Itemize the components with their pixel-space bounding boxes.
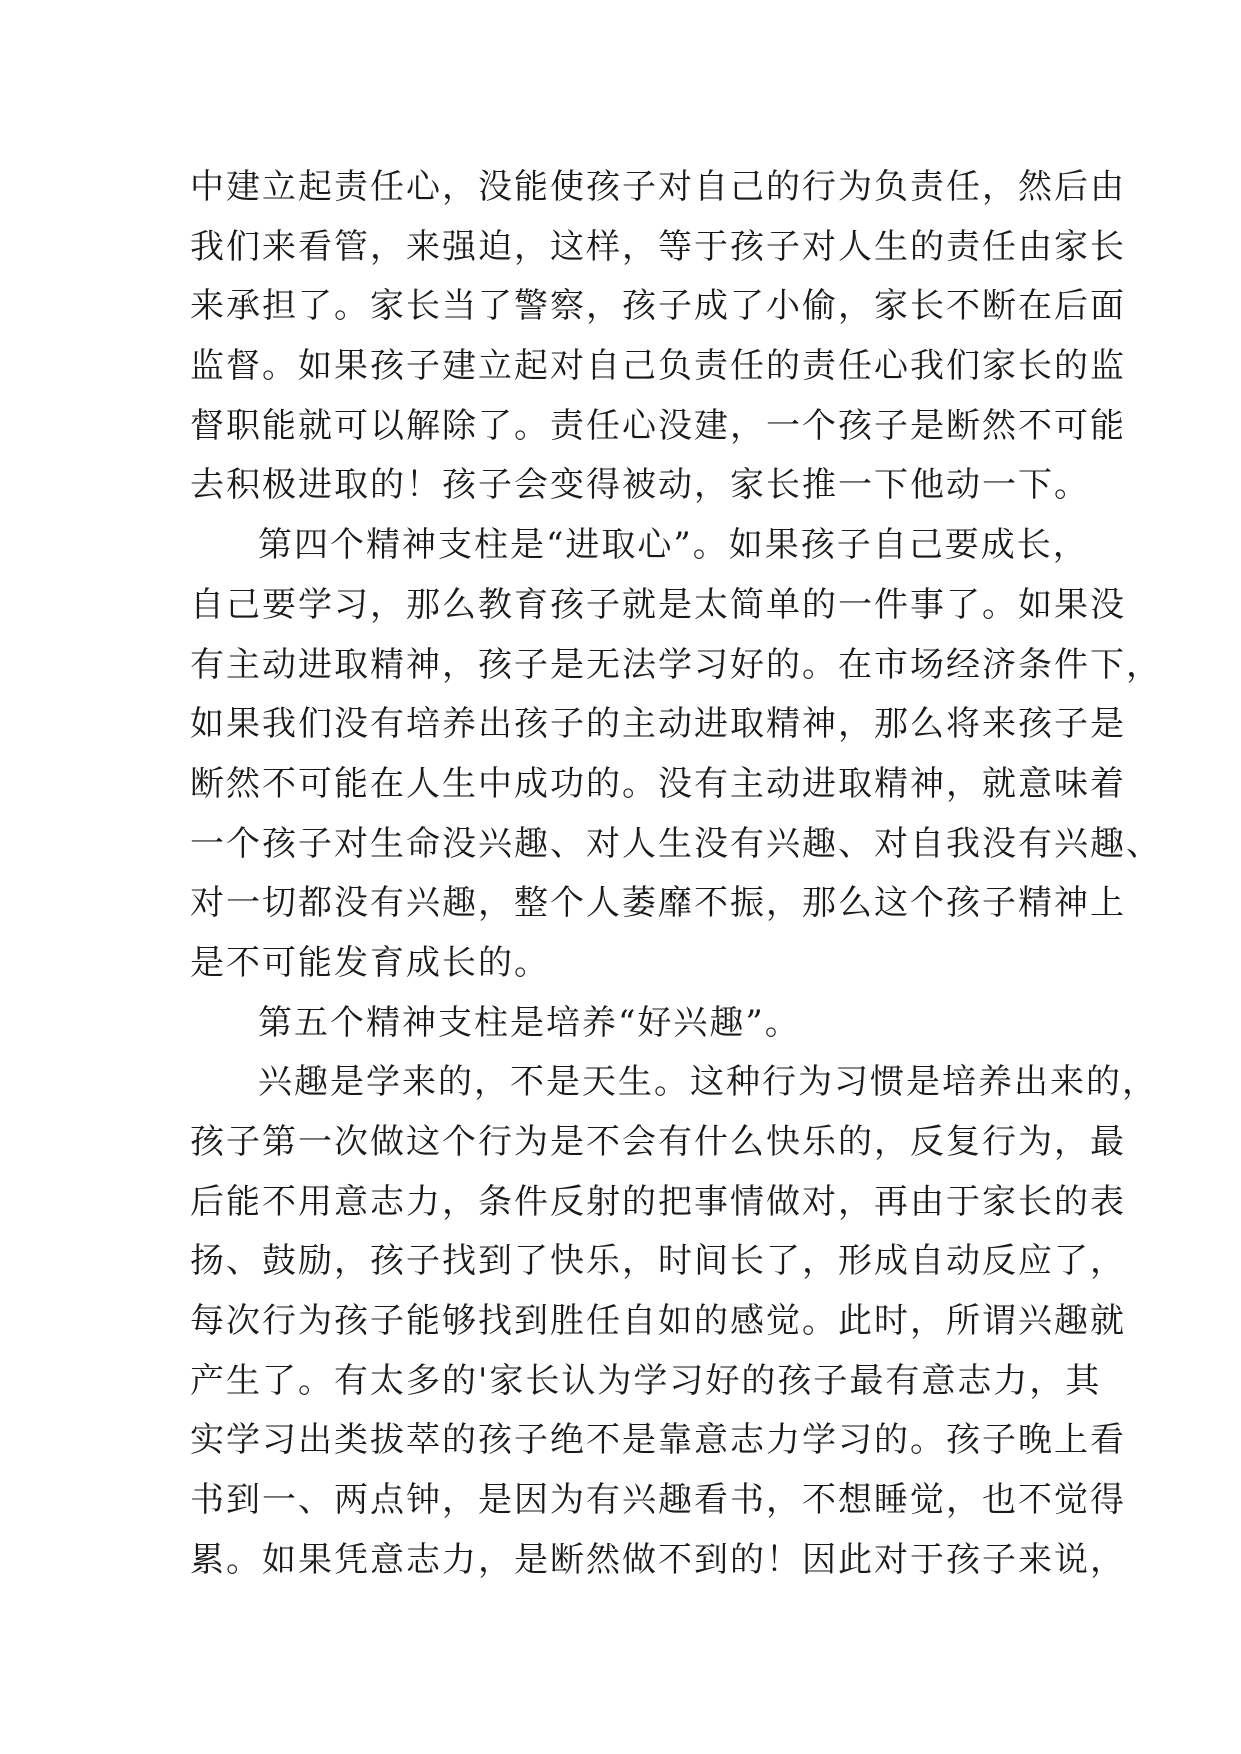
text-line: 自己要学习，那么教育孩子就是太简单的一件事了。如果没 [190,584,1126,625]
text-line: 断然不可能在人生中成功的。没有主动进取精神，就意味着 [190,763,1126,804]
text-line: 书到一、两点钟，是因为有兴趣看书，不想睡觉，也不觉得 [190,1480,1126,1521]
text-line: 兴趣是学来的，不是天生。这种行为习惯是培养出来的， [258,1062,1158,1103]
text-line: 如果我们没有培养出孩子的主动进取精神，那么将来孩子是 [190,704,1126,745]
text-line: 孩子第一次做这个行为是不会有什么快乐的，反复行为，最 [190,1122,1126,1162]
paragraph [190,516,1162,994]
text-line: 第五个精神支柱是培养“好兴趣”。 [258,1002,801,1043]
text-line: 实学习出类拔萃的孩子绝不是靠意志力学习的。孩子晚上看 [190,1420,1126,1461]
text-line: 监督。如果孩子建立起对自己负责任的责任心我们家长的监 [190,346,1126,387]
text-line: 对一切都没有兴趣，整个人萎靡不振，那么这个孩子精神上 [190,883,1126,924]
document-body [190,158,1162,1591]
text-line: 有主动进取精神，孩子是无法学习好的。在市场经济条件下， [190,644,1162,685]
paragraph [190,158,1126,516]
text-line: 后能不用意志力，条件反射的把事情做对，再由于家长的表 [190,1181,1126,1222]
text-line: 来承担了。家长当了警察，孩子成了小偷，家长不断在后面 [190,286,1126,327]
text-line: 一个孩子对生命没兴趣、对人生没有兴趣、对自我没有兴趣、 [190,823,1162,864]
text-line: 扬、鼓励，孩子找到了快乐，时间长了，形成自动反应了， [190,1241,1126,1282]
paragraph [190,1053,1158,1590]
text-line: 去积极进取的！孩子会变得被动，家长推一下他动一下。 [190,465,1090,506]
text-line: 我们来看管，来强迫，这样，等于孩子对人生的责任由家长 [190,226,1126,267]
text-line: 督职能就可以解除了。责任心没建，一个孩子是断然不可能 [190,405,1126,446]
text-line: 第四个精神支柱是“进取心”。如果孩子自己要成长， [258,525,1089,566]
text-line: 每次行为孩子能够找到胜任自如的感觉。此时，所谓兴趣就 [190,1301,1126,1342]
paragraph [190,994,1052,1054]
text-line: 中建立起责任心，没能使孩子对自己的行为负责任，然后由 [190,167,1126,207]
text-line: 累。如果凭意志力，是断然做不到的！因此对于孩子来说， [190,1539,1126,1580]
text-line: 产生了。有太多的'家长认为学习好的孩子最有意志力，其 [190,1360,1102,1401]
text-line: 是不可能发育成长的。 [190,942,550,983]
